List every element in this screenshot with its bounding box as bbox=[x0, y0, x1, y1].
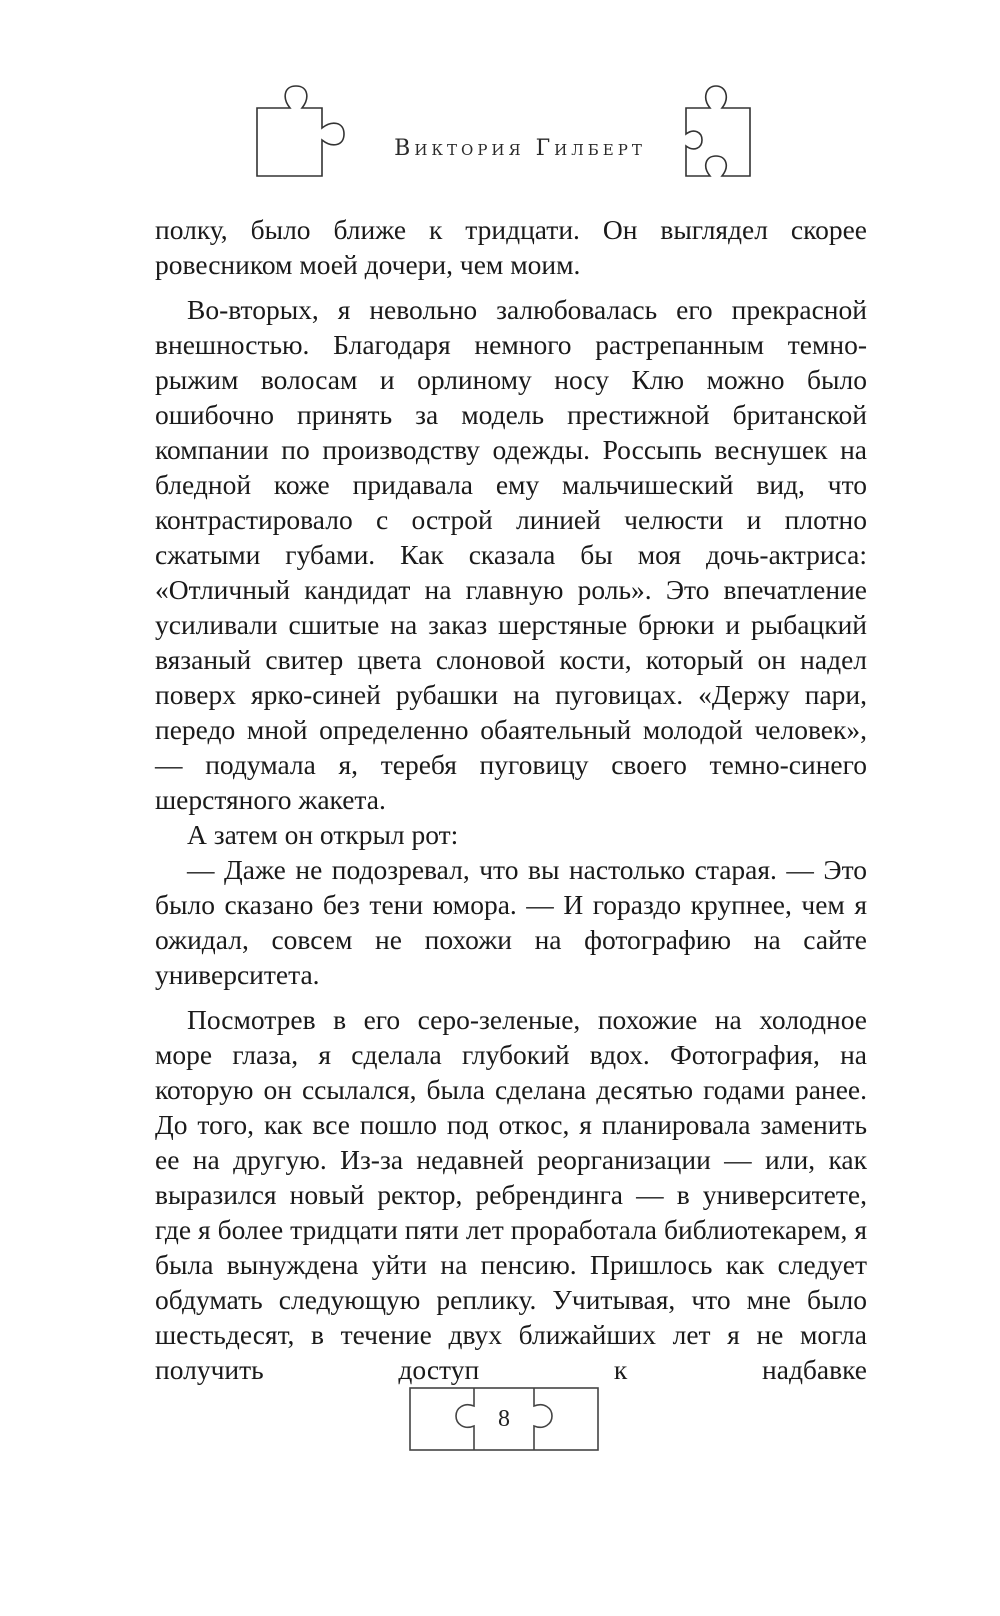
paragraph: Посмотрев в его серо-зеленые, похожие на холодное море глаза, я сделала глубокий вдох. Фотография, на которую он ссылался, была сделана десятью годами ранее. До того, как все пошло под откос, я планировала заменить ее на другую. Из-за недавней реорганизации — или, как выразился новый ректор, ребрендинга — в университете, где я более тридцати пяти лет проработала библиотекарем, я была вынуждена уйти на пенсию. Пришлось как следует обдумать следующую реплику. Учитывая, что мне было шестьдесят, в течение двух ближайших лет я не могла получить доступ к надбавке bbox=[155, 1004, 867, 1385]
puzzle-piece-right-icon bbox=[680, 80, 760, 190]
page-number: 8 bbox=[498, 1406, 510, 1432]
dialogue-paragraph: — Даже не подозревал, что вы настолько старая. — Это было сказано без тени юмора. — И гораздо крупнее, чем я ожидал, совсем не похожи на фотографию на сайте университета. bbox=[155, 854, 867, 990]
paragraph: Во-вторых, я невольно залюбовалась его прекрасной внешностью. Благодаря немного растрепанным темно-рыжим волосам и орлиному носу Клю можно было ошибочно принять за модель престижной британской компании по производству одежды. Россыпь веснушек на бледной коже придавала ему мальчишеский вид, что контрастировало с острой линией челюсти и плотно сжатыми губами. Как сказала бы моя дочь-актриса: «Отличный кандидат на главную роль». Это впечатление усиливали сшитые на заказ шерстяные брюки и рыбацкий вязаный свитер цвета слоновой кости, который он надел поверх ярко-синей рубашки на пуговицах. «Держу пари, передо мной определенно обаятельный молодой человек», — подумала я, теребя пуговицу своего темно-синего шерстяного жакета. bbox=[155, 294, 867, 815]
running-header bbox=[0, 70, 1000, 190]
paragraph: А затем он открыл рот: bbox=[187, 819, 459, 850]
page-footer bbox=[408, 1386, 600, 1454]
puzzle-piece-left-icon bbox=[252, 80, 372, 190]
author-name: Виктория Гилберт bbox=[394, 136, 646, 161]
body-text bbox=[155, 212, 867, 1387]
paragraph-continuation: полку, было ближе к тридцати. Он выглядел скорее ровесником моей дочери, чем моим. bbox=[155, 214, 867, 280]
